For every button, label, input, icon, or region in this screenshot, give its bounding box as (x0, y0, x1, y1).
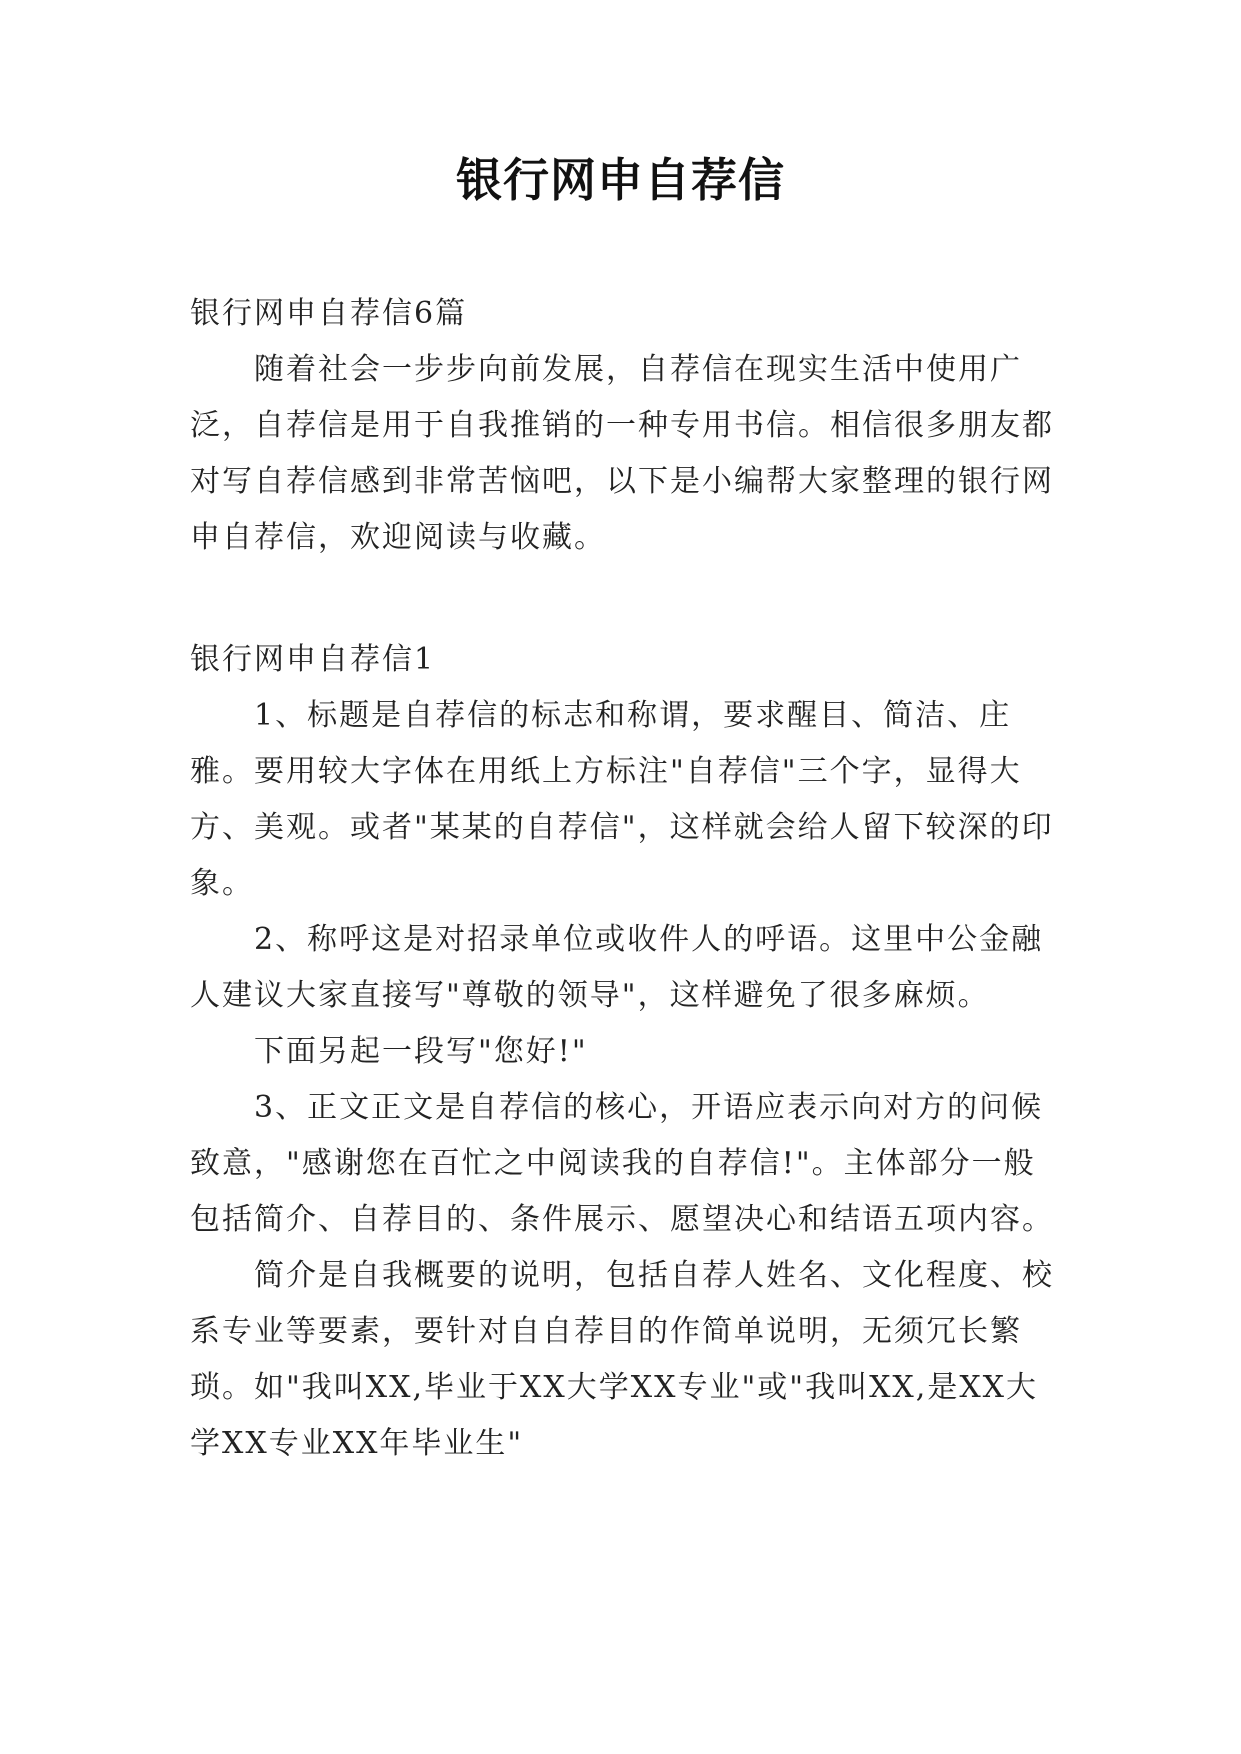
paragraph-body-text: 3、正文正文是自荐信的核心，开语应表示向对方的问候致意，"感谢您在百忙之中阅读我的自荐信!"。主体部分一般包括简介、自荐目的、条件展示、愿望决心和结语五项内容。 (190, 1090, 1054, 1237)
document-subtitle: 银行网申自荐信6篇 (190, 296, 468, 331)
document-title: 银行网申自荐信 (456, 153, 785, 207)
section-spacer (190, 566, 1060, 632)
paragraph-greeting: 下面另起一段写"您好!" (254, 1034, 588, 1069)
paragraph-title-rules: 1、标题是自荐信的标志和称谓，要求醒目、简洁、庄雅。要用较大字体在用纸上方标注"自荐信"三个字，显得大方、美观。或者"某某的自荐信"，这样就会给人留下较深的印象。 (190, 698, 1054, 901)
intro-paragraph: 随着社会一步步向前发展，自荐信在现实生活中使用广泛，自荐信是用于自我推销的一种专用书信。相信很多朋友都对写自荐信感到非常苦恼吧，以下是小编帮大家整理的银行网申自荐信，欢迎阅读与收藏。 (190, 352, 1054, 555)
paragraph-introduction: 简介是自我概要的说明，包括自荐人姓名、文化程度、校系专业等要素，要针对自自荐目的作简单说明，无须冗长繁琐。如"我叫XX,毕业于XX大学XX专业"或"我叫XX,是XX大学XX专业XX年毕业生" (190, 1258, 1054, 1461)
document-body (190, 286, 1060, 1472)
section-heading: 银行网申自荐信1 (190, 642, 436, 677)
paragraph-salutation: 2、称呼这是对招录单位或收件人的呼语。这里中公金融人建议大家直接写"尊敬的领导"，这样避免了很多麻烦。 (190, 922, 1044, 1013)
